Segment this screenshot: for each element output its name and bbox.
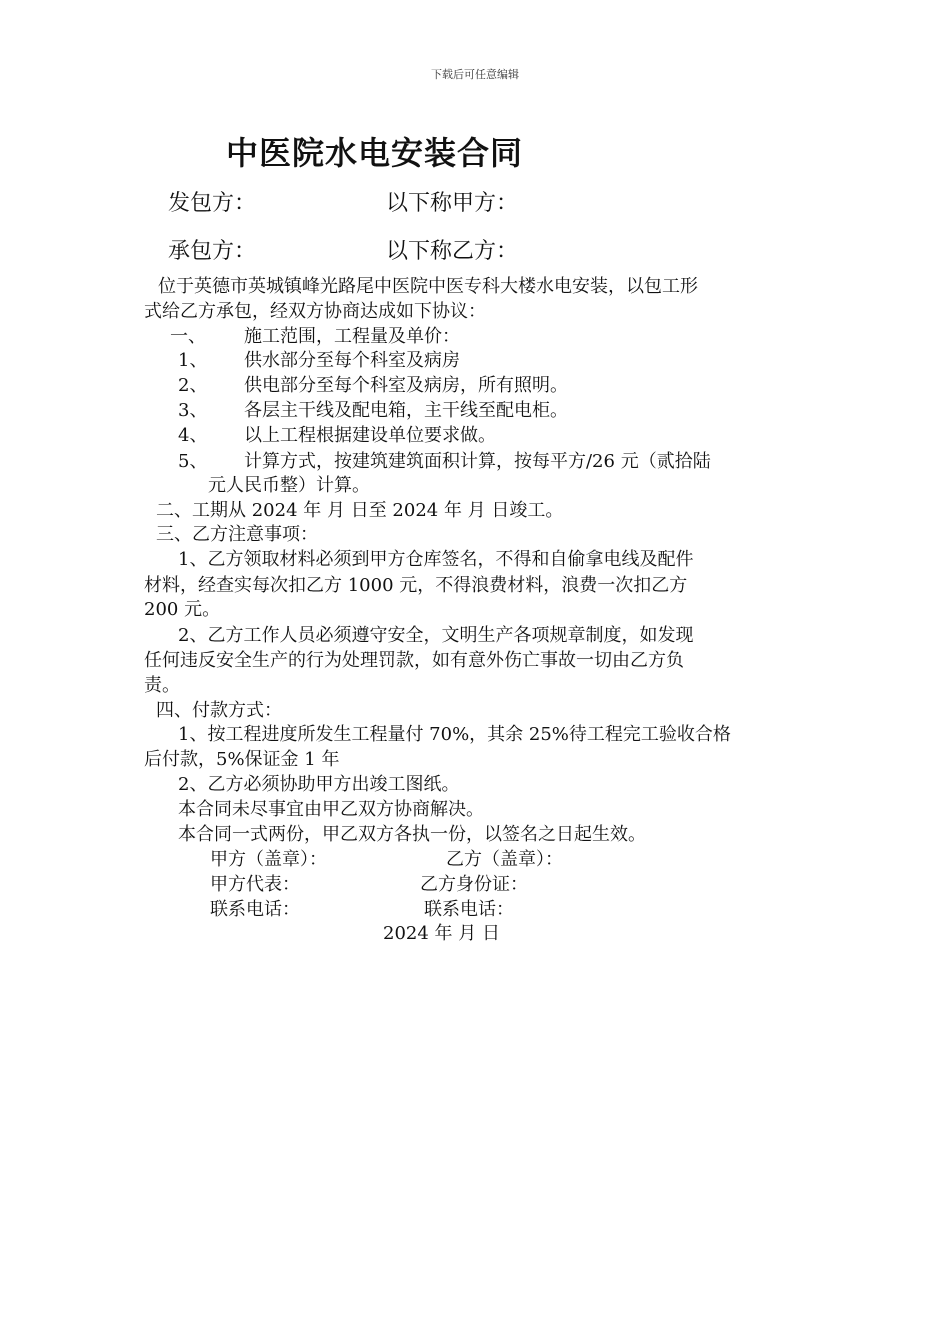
party-b-alias: 以下称乙方： <box>386 239 519 264</box>
section1-heading: 施工范围，工程量及单价： <box>244 326 460 347</box>
item-number: 5、 <box>178 451 208 472</box>
party-b-id: 乙方身份证： <box>420 874 528 895</box>
section4-paragraph-line: 后付款，5%保证金 1 年 <box>144 749 340 770</box>
section4-paragraph-line: 2、乙方必须协助甲方出竣工图纸。 <box>178 774 460 795</box>
item-text: 以上工程根据建设单位要求做。 <box>244 425 496 446</box>
section3-paragraph-line: 任何违反安全生产的行为处理罚款，如有意外伤亡事故一切由乙方负 <box>144 650 684 671</box>
party-a-alias: 以下称甲方： <box>386 191 519 216</box>
section3-paragraph-line: 200 元。 <box>144 599 221 620</box>
item-text-continuation: 元人民币整）计算。 <box>208 475 370 496</box>
closing-line: 本合同未尽事宜由甲乙双方协商解决。 <box>178 799 484 820</box>
item-text: 各层主干线及配电箱，主干线至配电柜。 <box>244 400 568 421</box>
section3-paragraph-line: 材料，经查实每次扣乙方 1000 元，不得浪费材料，浪费一次扣乙方 <box>144 575 688 596</box>
party-a-label: 发包方： <box>168 191 257 216</box>
section2-duration: 二、工期从 2024 年 月 日至 2024 年 月 日竣工。 <box>156 500 564 521</box>
section3-heading: 三、乙方注意事项： <box>156 524 318 545</box>
item-number: 1、 <box>178 350 208 371</box>
section3-paragraph-line: 责。 <box>144 675 180 696</box>
section3-paragraph-line: 1、乙方领取材料必须到甲方仓库签名，不得和自偷拿电线及配件 <box>178 549 694 570</box>
item-number: 3、 <box>178 400 208 421</box>
party-a-representative: 甲方代表： <box>210 874 300 895</box>
party-b-phone: 联系电话： <box>424 899 514 920</box>
party-b-label: 承包方： <box>168 239 257 264</box>
item-number: 4、 <box>178 425 208 446</box>
item-text: 供水部分至每个科室及病房 <box>244 350 460 371</box>
item-text: 计算方式，按建筑建筑面积计算，按每平方/26 元（贰拾陆 <box>244 451 711 472</box>
section4-heading: 四、付款方式： <box>156 700 282 721</box>
section4-paragraph-line: 1、按工程进度所发生工程量付 70%，其余 25%待工程完工验收合格 <box>178 724 731 745</box>
section3-paragraph-line: 2、乙方工作人员必须遵守安全，文明生产各项规章制度，如发现 <box>178 625 694 646</box>
party-b-seal: 乙方（盖章）： <box>446 849 563 870</box>
intro-line: 式给乙方承包，经双方协商达成如下协议： <box>144 301 486 322</box>
signing-date: 2024 年 月 日 <box>383 923 500 944</box>
intro-line: 位于英德市英城镇峰光路尾中医院中医专科大楼水电安装，以包工形 <box>158 276 698 297</box>
closing-line: 本合同一式两份，甲乙双方各执一份，以签名之日起生效。 <box>178 824 646 845</box>
item-number: 2、 <box>178 375 208 396</box>
contract-title: 中医院水电安装合同 <box>226 134 524 172</box>
item-text: 供电部分至每个科室及病房，所有照明。 <box>244 375 568 396</box>
party-a-seal: 甲方（盖章）： <box>210 849 327 870</box>
header-note: 下载后可任意编辑 <box>431 68 519 81</box>
party-a-phone: 联系电话： <box>210 899 300 920</box>
section1-number: 一、 <box>170 326 206 347</box>
